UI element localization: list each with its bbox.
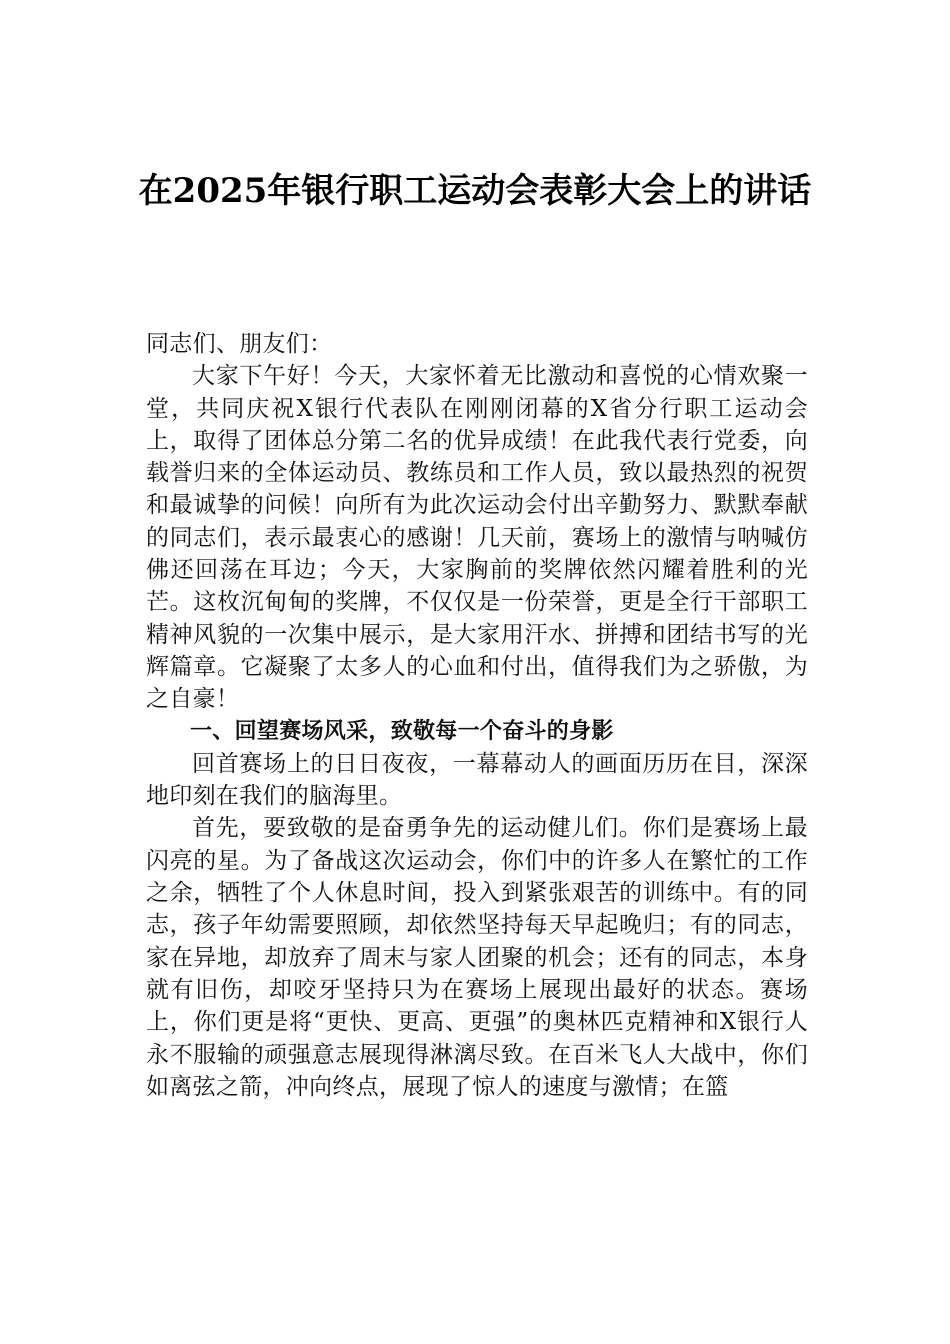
- paragraph: 回首赛场上的日日夜夜，一幕幕动人的画面历历在目，深深地印刻在我们的脑海里。: [146, 750, 808, 810]
- paragraph: 首先，要致敬的是奋勇争先的运动健儿们。你们是赛场上最闪亮的星。为了备战这次运动会，你们中的许多人在繁忙的工作之余，牺牲了个人休息时间，投入到紧张艰苦的训练中。有的同志，孩子年幼需要照顾，却依然坚持每天早起晚归；有的同志，家在异地，却放弃了周末与家人团聚的机会；还有的同志，本身就有旧伤，却咬牙坚持只为在赛场上展现出最好的状态。赛场上，你们更是将“更快、更高、更强”的奥林匹克精神和X银行人永不服输的顽强意志展现得淋漓尽致。在百米飞人大战中，你们如离弦之箭，冲向终点，展现了惊人的速度与激情；在篮: [146, 815, 808, 1100]
- document-body: [146, 328, 808, 1103]
- salutation: 同志们、朋友们：: [146, 331, 333, 357]
- document-title: 在2025年银行职工运动会表彰大会上的讲话: [138, 171, 812, 211]
- paragraph: 大家下午好！今天，大家怀着无比激动和喜悦的心情欢聚一堂，共同庆祝X银行代表队在刚刚闭幕的X省分行职工运动会上，取得了团体总分第二名的优异成绩！在此我代表行党委，向载誉归来的全体运动员、教练员和工作人员，致以最热烈的祝贺和最诚挚的问候！向所有为此次运动会付出辛勤努力、默默奉献的同志们，表示最衷心的感谢！几天前，赛场上的激情与呐喊仿佛还回荡在耳边；今天，大家胸前的奖牌依然闪耀着胜利的光芒。这枚沉甸甸的奖牌，不仅仅是一份荣誉，更是全行干部职工精神风貌的一次集中展示，是大家用汗水、拼搏和团结书写的光辉篇章。它凝聚了太多人的心血和付出，值得我们为之骄傲，为之自豪！: [146, 363, 808, 713]
- section-heading: 一、回望赛场风采，致敬每一个奋斗的身影: [190, 718, 614, 744]
